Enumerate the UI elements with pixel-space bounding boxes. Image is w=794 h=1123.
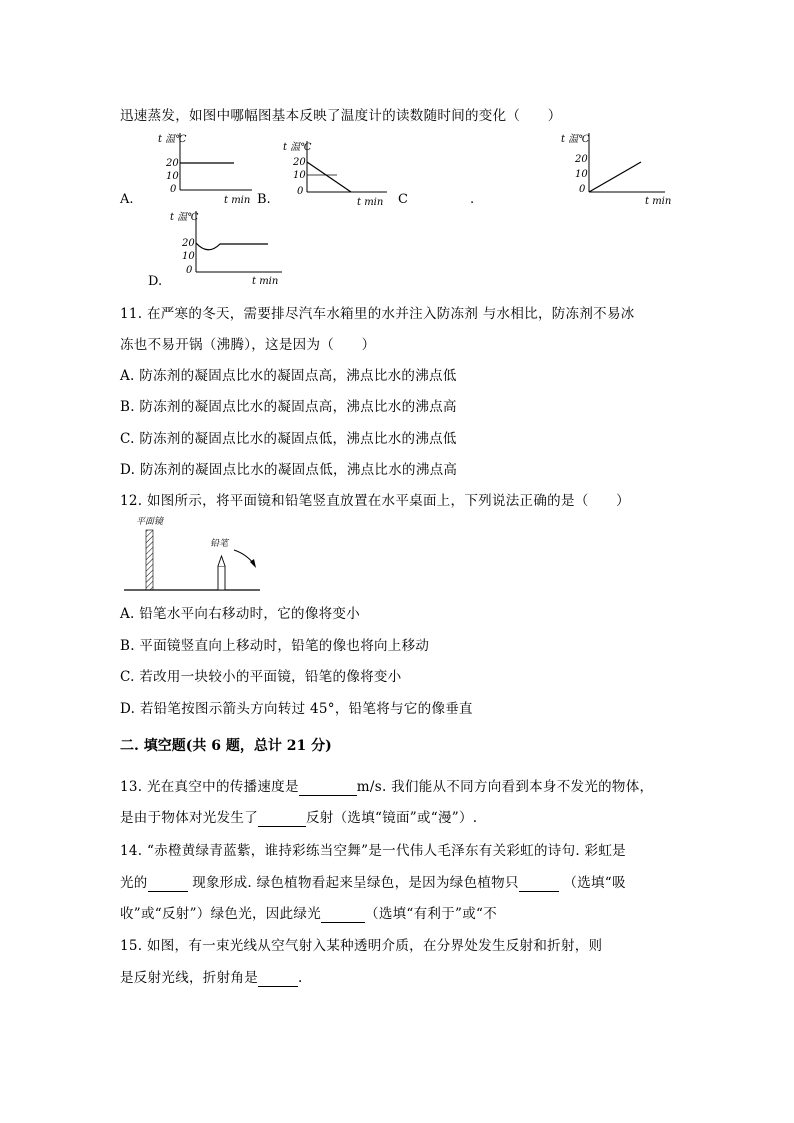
q15-text-1: 是反射光线，折射角是 bbox=[120, 970, 258, 986]
graph-d bbox=[172, 206, 297, 286]
q14-text-2: 现象形成. 绿色植物看起来呈绿色，是因为绿色植物只 bbox=[187, 875, 519, 891]
q11-option-c: C. 防冻剂的凝固点比水的凝固点低，沸点比水的沸点低 bbox=[120, 431, 457, 447]
q15-line1: 15. 如图，有一束光线从空气射入某种透明介质，在分界处发生反射和折射，则 bbox=[120, 938, 603, 954]
option-b-label: B. bbox=[257, 192, 271, 207]
q14-blank-3[interactable] bbox=[321, 906, 365, 923]
q13-blank-1[interactable] bbox=[299, 779, 357, 796]
graph-b-y-label: t 温℃ bbox=[283, 142, 312, 153]
q13-text-1: 13. 光在真空中的传播速度是 bbox=[120, 779, 299, 795]
graph-c-x-label: t min bbox=[645, 196, 672, 207]
q10-stem: 迅速蒸发，如图中哪幅图基本反映了温度计的读数随时间的变化（ ） bbox=[120, 108, 562, 124]
tick-20: 20 bbox=[182, 238, 195, 249]
tick-10: 10 bbox=[182, 251, 195, 262]
graph-d-x-label: t min bbox=[252, 276, 279, 287]
q14-line1: 14. “赤橙黄绿青蓝紫，谁持彩练当空舞”是一代伟人毛泽东有关彩虹的诗句. 彩虹是 bbox=[120, 843, 626, 859]
q11-line1: 11. 在严寒的冬天，需要排尽汽车水箱里的水并注入防冻剂 与水相比，防冻剂不易冰 bbox=[120, 306, 635, 322]
q11-option-b: B. 防冻剂的凝固点比水的凝固点高，沸点比水的沸点高 bbox=[120, 399, 457, 415]
graph-a-x-label: t min bbox=[224, 195, 251, 206]
q14-line2 bbox=[120, 871, 626, 892]
q15-line2 bbox=[120, 966, 303, 987]
tick-0: 0 bbox=[170, 184, 177, 195]
pencil-label: 铅笔 bbox=[210, 539, 229, 549]
section-2-title: 二. 填空题(共 6 题，总计 21 分) bbox=[120, 738, 332, 754]
graph-a-y-label: t 温℃ bbox=[158, 134, 187, 145]
q14-text-3: （选填“吸 bbox=[558, 875, 626, 891]
q12-stem: 12. 如图所示，将平面镜和铅笔竖直放置在水平桌面上，下列说法正确的是（ ） bbox=[120, 493, 630, 509]
tick-20: 20 bbox=[575, 154, 588, 165]
graph-c-y-label: t 温℃ bbox=[561, 134, 590, 145]
mirror-pencil-figure bbox=[120, 512, 270, 594]
q15-text-2: . bbox=[298, 970, 303, 986]
graph-b bbox=[285, 136, 395, 210]
mirror bbox=[146, 530, 153, 590]
q12-option-c: C. 若改用一块较小的平面镜，铅笔的像将变小 bbox=[120, 669, 402, 685]
tick-20: 20 bbox=[293, 157, 306, 168]
graph-b-x-label: t min bbox=[357, 197, 384, 208]
q13-text-2: m/s. 我们能从不同方向看到本身不发光的物体， bbox=[356, 779, 654, 795]
graph-c bbox=[561, 128, 680, 208]
q14-text-5: （选填“有利于”或“不 bbox=[365, 906, 498, 922]
q13-blank-2[interactable] bbox=[258, 810, 306, 827]
tick-10: 10 bbox=[293, 170, 306, 181]
option-c-label: C bbox=[398, 192, 408, 207]
q14-blank-2[interactable] bbox=[519, 875, 559, 892]
mirror-label: 平面镜 bbox=[136, 517, 164, 527]
q11-option-a: A. 防冻剂的凝固点比水的凝固点高，沸点比水的沸点低 bbox=[120, 368, 457, 384]
q12-option-a: A. 铅笔水平向右移动时，它的像将变小 bbox=[120, 606, 361, 622]
q13-text-4: 反射（选填“镜面”或“漫”）. bbox=[306, 810, 478, 826]
q13-line2 bbox=[120, 806, 477, 827]
option-a-label: A. bbox=[120, 192, 134, 207]
tick-10: 10 bbox=[575, 169, 588, 180]
tick-0: 0 bbox=[579, 184, 586, 195]
q14-line3 bbox=[120, 902, 497, 923]
q11-line2: 冻也不易开锅（沸腾），这是因为（ ） bbox=[120, 337, 376, 353]
option-c-dot: . bbox=[470, 192, 475, 207]
graph-a bbox=[160, 128, 260, 208]
q14-text-4: 收”或“反射”）绿色光，因此绿光 bbox=[120, 906, 322, 922]
tick-0: 0 bbox=[186, 265, 193, 276]
q15-blank-1[interactable] bbox=[258, 970, 298, 987]
option-d-label: D. bbox=[148, 274, 163, 289]
q12-option-d: D. 若铅笔按图示箭头方向转过 45°，铅笔将与它的像垂直 bbox=[120, 701, 473, 717]
tick-20: 20 bbox=[166, 158, 179, 169]
tick-10: 10 bbox=[166, 171, 179, 182]
tick-0: 0 bbox=[297, 186, 304, 197]
q13-text-3: 是由于物体对光发生了 bbox=[120, 810, 258, 826]
q14-blank-1[interactable] bbox=[148, 875, 188, 892]
graph-d-y-label: t 温℃ bbox=[170, 212, 199, 223]
q13-line1 bbox=[120, 775, 653, 796]
q14-text-1: 光的 bbox=[120, 875, 148, 891]
pencil bbox=[218, 566, 225, 590]
q11-option-d: D. 防冻剂的凝固点比水的凝固点低，沸点比水的沸点高 bbox=[120, 462, 458, 478]
q12-option-b: B. 平面镜竖直向上移动时，铅笔的像也将向上移动 bbox=[120, 638, 430, 654]
